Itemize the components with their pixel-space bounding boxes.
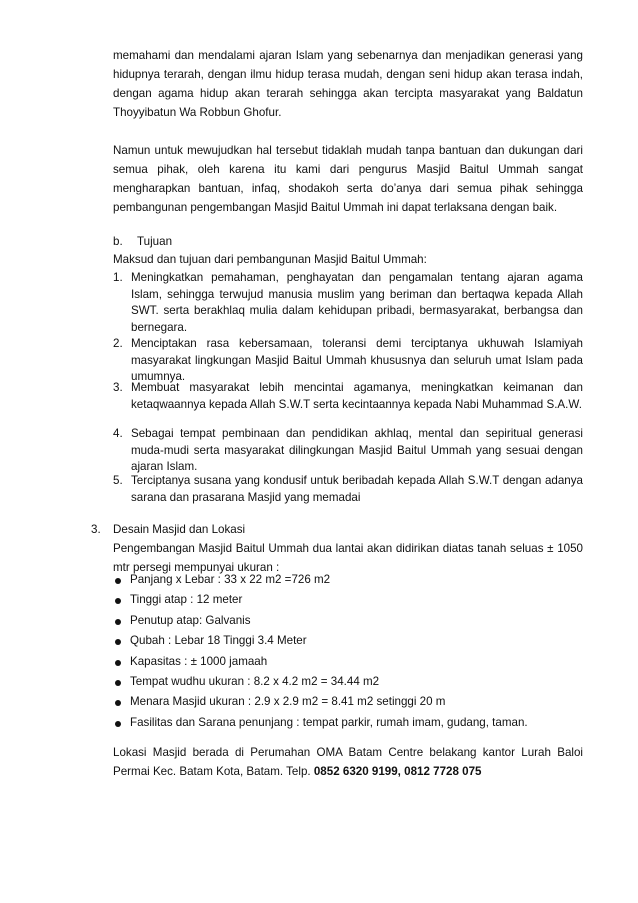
spec-text: Kapasitas : ± 1000 jamaah — [130, 654, 268, 668]
goals-list-item — [113, 336, 583, 386]
section-b-heading — [113, 232, 313, 251]
spec-item — [113, 590, 583, 610]
bullet-icon — [115, 721, 121, 727]
goal-number: 1. — [113, 271, 123, 284]
goals-list-item — [113, 473, 583, 506]
bullet-icon — [115, 700, 121, 706]
goal-number: 4. — [113, 427, 123, 440]
goals-list-item — [113, 380, 583, 413]
spec-text: Menara Masjid ukuran : 2.9 x 2.9 m2 = 8.41 m2 setinggi 20 m — [130, 695, 446, 709]
section-b-title: Tujuan — [137, 235, 173, 248]
spec-item — [113, 570, 583, 590]
goal-number: 5. — [113, 474, 123, 487]
section-b-marker: b. — [113, 235, 123, 248]
bullet-icon — [115, 619, 121, 625]
section-3-heading — [91, 520, 391, 539]
bullet-icon — [115, 660, 121, 666]
bullet-icon — [115, 578, 121, 584]
spec-item — [113, 713, 583, 733]
phone-numbers: 0852 6320 9199, 0812 7728 075 — [313, 765, 482, 778]
spec-item — [113, 631, 583, 651]
spec-text: Panjang x Lebar : 33 x 22 m2 =726 m2 — [130, 573, 331, 586]
goals-list-item — [113, 426, 583, 476]
location-text: Lokasi Masjid berada di Perumahan OMA Batam Centre belakang kantor Lurah Baloi Permai Kec. Batam Kota, Batam. Telp. — [113, 746, 583, 778]
bullet-icon — [115, 598, 121, 604]
spec-text: Tinggi atap : 12 meter — [130, 593, 243, 607]
bullet-icon — [115, 639, 121, 645]
support-paragraph: Namun untuk mewujudkan hal tersebut tidaklah mudah tanpa bantuan dan dukungan dari semua pihak, oleh karena itu kami dari pengurus Masjid Baitul Ummah sangat mengharapkan bantuan, infaq, shodakoh serta do’anya dari semua pihak sehingga pembangunan pengembangan Masjid Baitul Ummah ini dapat terlaksana dengan baik. — [113, 144, 583, 214]
section-3-intro: Pengembangan Masjid Baitul Ummah dua lantai akan didirikan diatas tanah seluas ± 1050 mtr persegi mempunyai ukuran : — [113, 542, 583, 574]
spec-item — [113, 672, 583, 692]
location-paragraph — [113, 743, 583, 781]
bullet-icon — [115, 680, 121, 686]
spec-text: Penutup atap: Galvanis — [130, 613, 251, 627]
goal-text: Sebagai tempat pembinaan dan pendidikan akhlaq, mental dan sepiritual generasi muda-mudi serta masyarakat dilingkungan Masjid Baitul Ummah yang sesuai dengan ajaran Islam. — [131, 427, 583, 473]
goals-list-item — [113, 270, 583, 336]
specs-bullet-list — [113, 570, 583, 733]
section-b-intro: Maksud dan tujuan dari pembangunan Masjid Baitul Ummah: — [113, 253, 427, 266]
spec-item — [113, 611, 583, 631]
spec-text: Tempat wudhu ukuran : 8.2 x 4.2 m2 = 34.44 m2 — [130, 674, 380, 688]
section-3-marker: 3. — [91, 523, 101, 536]
spec-item — [113, 652, 583, 672]
goal-number: 2. — [113, 337, 123, 350]
intro-paragraph: memahami dan mendalami ajaran Islam yang sebenarnya dan menjadikan generasi yang hidupnya terarah, dengan ilmu hidup terasa mudah, dengan seni hidup akan terasa indah, dengan agama hidup akan terarah sehingga akan tercipta masyarakat yang Baldatun Thoyyibatun Wa Robbun Ghofur. — [113, 49, 583, 119]
spec-text: Fasilitas dan Sarana penunjang : tempat parkir, rumah imam, gudang, taman. — [130, 715, 528, 729]
goal-text: Meningkatkan pemahaman, penghayatan dan pengamalan tentang ajaran agama Islam, sehingga terwujud manusia muslim yang beriman dan bertaqwa kepada Allah SWT. serta berakhlaq mulia dalam kehidupan pribadi, bermasyarakat, berbangsa dan bernegara. — [131, 271, 583, 334]
goal-text: Terciptanya susana yang kondusif untuk beribadah kepada Allah S.W.T dengan adanya sarana dan prasarana Masjid yang memadai — [131, 474, 583, 504]
spec-text: Qubah : Lebar 18 Tinggi 3.4 Meter — [130, 634, 307, 648]
section-3-title: Desain Masjid dan Lokasi — [113, 523, 246, 536]
spec-item — [113, 692, 583, 712]
goal-text: Menciptakan rasa kebersamaan, toleransi demi terciptanya ukhuwah Islamiyah masyarakat lingkungan Masjid Baitul Ummah khususnya dan seluruh umat Islam pada umumnya. — [131, 337, 583, 383]
goal-number: 3. — [113, 381, 123, 394]
goal-text: Membuat masyarakat lebih mencintai agamanya, meningkatkan keimanan dan ketaqwaannya kepada Allah S.W.T serta kecintaannya kepada Nabi Muhammad S.A.W. — [131, 381, 583, 411]
